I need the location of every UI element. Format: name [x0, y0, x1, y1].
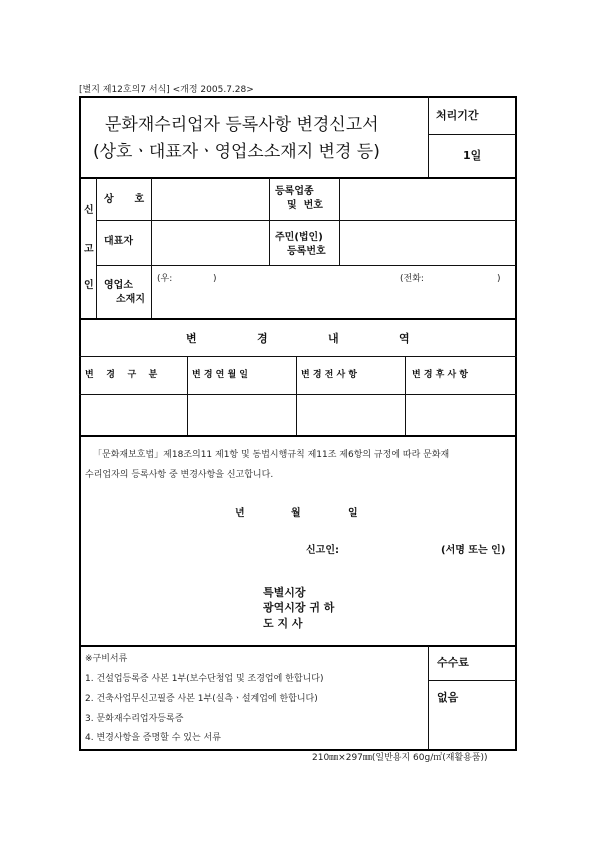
change-date-cell[interactable]: [189, 396, 295, 434]
addressee-line1: 특별시장: [263, 586, 306, 599]
form-number-note: [별지 제12호의7 서식] <개정 2005.7.28>: [79, 85, 254, 95]
reporter-row-divider-1: [96, 220, 516, 221]
fee-divider: [428, 646, 429, 750]
outer-border-right: [515, 96, 517, 751]
addressee-line3: 도 지 사: [263, 617, 303, 630]
reg-type-label-line2: 및 번호: [287, 200, 323, 211]
reporter-row-divider-2: [96, 265, 516, 266]
change-before-cell[interactable]: [298, 396, 404, 434]
change-title-char-2: 경: [257, 332, 268, 345]
representative-field[interactable]: [153, 222, 267, 264]
change-type-cell[interactable]: [81, 396, 186, 434]
office-address-label-line1: 영업소: [104, 280, 133, 291]
signature-label: (서명 또는 인): [441, 545, 506, 556]
reporter-sign-label: 신고인:: [306, 545, 339, 556]
required-doc-item-1: 1. 건설업등록증 사본 1부(보수단청업 및 조경업에 한합니다): [85, 674, 324, 684]
postal-code-prefix: (우:: [157, 274, 173, 284]
processing-period-label: 처리기간: [436, 109, 479, 122]
declaration-line1: 「문화재보호법」제18조의11 제1항 및 동법시행규칙 제11조 제6항의 규정에 따라 문화재: [93, 450, 450, 460]
required-doc-item-2: 2. 건축사업무신고필증 사본 1부(실측ㆍ설계업에 한합니다): [85, 694, 318, 704]
reporter-side-label-1: 신: [84, 205, 94, 216]
outer-border-top: [79, 96, 517, 98]
processing-divider: [428, 134, 516, 135]
reporter-mid-divider: [269, 178, 270, 266]
change-title-char-4: 역: [399, 332, 410, 345]
reg-type-field[interactable]: [341, 180, 513, 218]
phone-prefix: (전화:: [400, 274, 424, 284]
required-doc-item-3: 3. 문화재수리업자등록증: [85, 714, 184, 724]
id-number-label-line2: 등록번호: [287, 246, 326, 257]
company-name-field[interactable]: [153, 180, 267, 218]
id-number-field[interactable]: [341, 222, 513, 264]
fee-label: 수수료: [437, 656, 469, 669]
date-year-label: 년: [235, 508, 245, 519]
outer-border-bottom: [79, 749, 517, 751]
office-address-label-line2: 소재지: [116, 294, 145, 305]
change-after-cell[interactable]: [407, 396, 514, 434]
change-bottom-line: [79, 435, 517, 437]
change-title-char-3: 내: [328, 332, 339, 345]
fee-value: 없음: [437, 691, 459, 704]
declaration-line2: 수리업자의 등록사항 중 변경사항을 신고합니다.: [85, 470, 274, 480]
id-number-label-line1: 주민(법인): [275, 232, 323, 243]
fee-row-divider: [428, 680, 516, 681]
change-col-divider-2: [296, 356, 297, 436]
form-title-line2: (상호ㆍ대표자ㆍ영업소소재지 변경 등): [93, 142, 380, 162]
postal-code-suffix: ): [213, 274, 217, 284]
reporter-label-divider: [151, 178, 152, 319]
company-name-label: 상 호: [104, 194, 145, 205]
change-col-divider-3: [405, 356, 406, 436]
reporter-side-label-2: 고: [84, 244, 94, 255]
reporter-right-label-divider: [339, 178, 340, 266]
date-day-label: 일: [348, 508, 358, 519]
phone-suffix: ): [497, 274, 501, 284]
form-title-line1: 문화재수리업자 등록사항 변경신고서: [105, 115, 379, 135]
required-doc-item-4: 4. 변경사항을 증명할 수 있는 서류: [85, 733, 221, 743]
paper-size-note: 210㎜×297㎜(일반용지 60g/㎡(재활용품)): [312, 753, 488, 763]
change-header-date: 변 경 연 월 일: [192, 370, 249, 380]
change-title-char-1: 변: [186, 332, 197, 345]
change-col-divider-1: [187, 356, 188, 436]
representative-label: 대표자: [104, 236, 133, 247]
date-month-label: 월: [291, 508, 301, 519]
office-address-field[interactable]: [153, 290, 513, 316]
processing-period-value: 1일: [463, 149, 482, 162]
change-title-bottom-line: [79, 356, 517, 357]
change-header-type: 변 경 구 분: [85, 370, 158, 380]
change-header-after: 변 경 후 사 항: [412, 370, 469, 380]
reporter-bottom-line: [79, 318, 517, 320]
change-header-before: 변 경 전 사 항: [301, 370, 358, 380]
reporter-side-label-3: 인: [84, 280, 94, 291]
change-header-bottom-line: [79, 394, 517, 395]
declaration-bottom-line: [79, 645, 517, 647]
addressee-line2: 광역시장 귀 하: [263, 601, 335, 614]
required-docs-title: ※구비서류: [85, 654, 128, 664]
title-divider: [428, 96, 429, 178]
reg-type-label-line1: 등록업종: [275, 186, 314, 197]
title-bottom-line: [79, 177, 517, 179]
reporter-side-divider: [96, 178, 97, 319]
